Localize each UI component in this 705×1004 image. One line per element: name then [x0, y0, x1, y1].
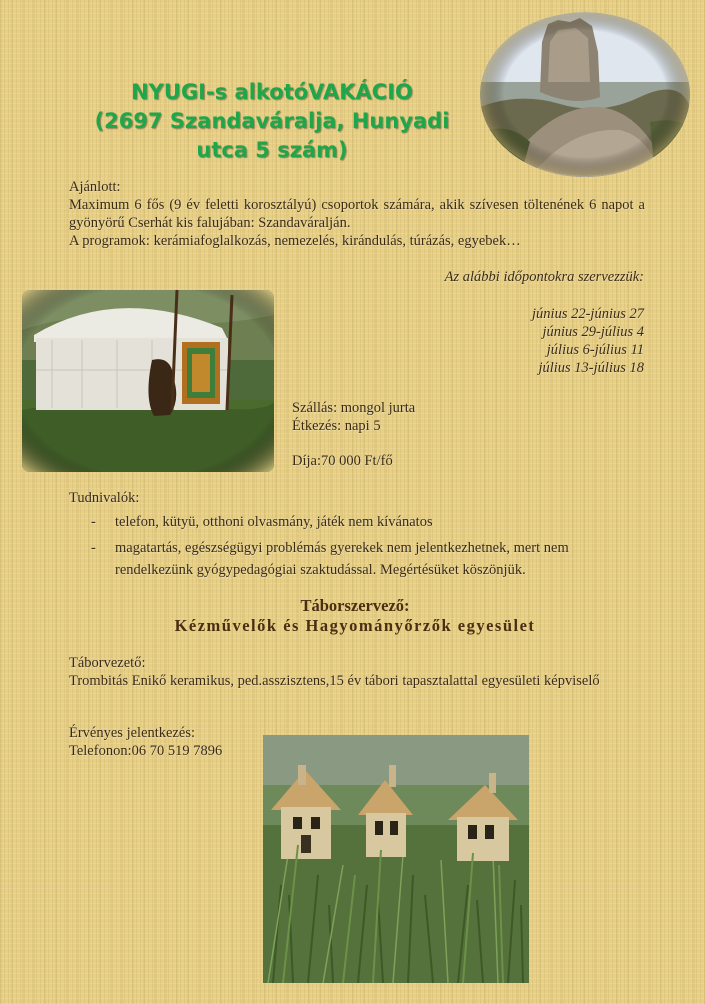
ceramic-houses-photo — [263, 735, 529, 983]
schedule-intro: Az alábbi időpontokra szervezzük: — [444, 269, 644, 285]
date-item: június 29-július 4 — [542, 324, 644, 340]
leader-section — [69, 654, 629, 690]
note-text: telefon, kütyü, otthoni olvasmány, játék nem kívánatos — [115, 514, 433, 530]
leader-text: Trombitás Enikő keramikus, ped.asszisztens,15 év tábori tapasztalattal egyesületi képviselő — [69, 673, 600, 689]
schedule-dates — [430, 305, 644, 377]
recommended-section — [69, 178, 645, 250]
castle-ruin-photo — [480, 12, 690, 177]
programs-text: A programok: kerámiafoglalkozás, nemezelés, kirándulás, túrázás, egyebek… — [69, 233, 521, 249]
registration-phone: Telefonon:06 70 519 7896 — [69, 743, 223, 759]
date-item: július 13-július 18 — [538, 360, 644, 376]
recommended-heading: Ajánlott: — [69, 179, 121, 195]
yurt-photo — [22, 290, 274, 472]
note-text: magatartás, egészségügyi problémás gyerekek nem jelentkezhetnek, mert nem rendelkezünk gyógypedagógiai szaktudással. Megértésüket köszönjük. — [115, 540, 569, 578]
dash-bullet: - — [91, 540, 96, 556]
registration-heading: Érvényes jelentkezés: — [69, 725, 196, 741]
dash-bullet: - — [91, 514, 96, 530]
list-item — [69, 537, 649, 581]
organizer-heading: Táborszervező: — [300, 596, 410, 615]
list-item — [69, 511, 649, 533]
page-title — [62, 78, 482, 165]
title-line: (2697 Szandaváralja, Hunyadi — [94, 109, 450, 133]
fee-info: Díja:70 000 Ft/fő — [292, 453, 393, 469]
date-item: július 6-július 11 — [546, 342, 644, 358]
notes-section — [69, 489, 649, 585]
registration-section — [69, 724, 269, 760]
title-line: NYUGI-s alkotóVAKÁCIÓ — [131, 80, 413, 104]
recommended-text: Maximum 6 fős (9 év feletti korosztályú) csoportok számára, akik szívesen töltenének 6 napot a gyönyörű Cserhát kis falujában: Szandaváralján. — [69, 197, 645, 231]
meals-info: Étkezés: napi 5 — [292, 418, 381, 434]
lodging-info: Szállás: mongol jurta — [292, 400, 416, 416]
date-item: június 22-június 27 — [532, 306, 644, 322]
title-line: utca 5 szám) — [196, 138, 348, 162]
notes-list — [69, 511, 649, 581]
organizer-name: Kézművelők és Hagyományőrzők egyesület — [174, 616, 536, 635]
notes-heading: Tudnivalók: — [69, 490, 140, 506]
leader-heading: Táborvezető: — [69, 655, 146, 671]
